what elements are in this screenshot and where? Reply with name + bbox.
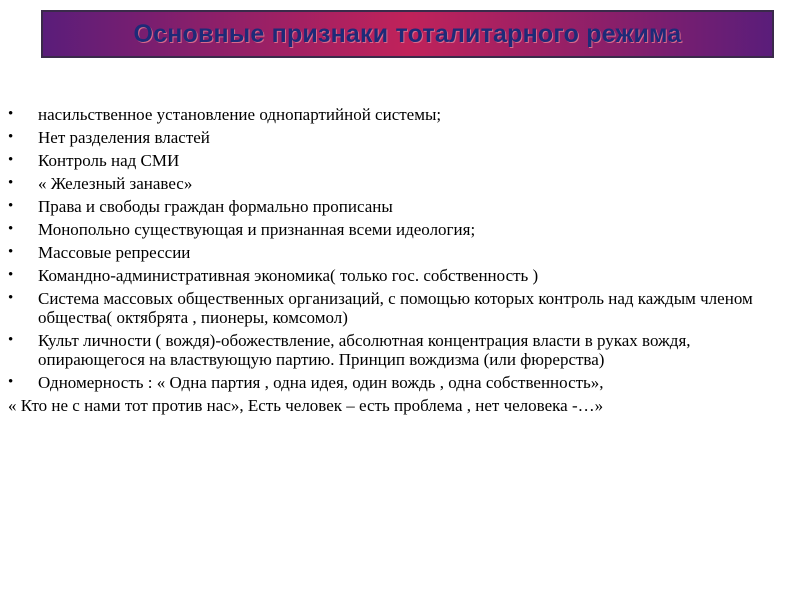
list-item <box>6 373 792 392</box>
list-item <box>6 331 792 369</box>
list-item-text: Нет разделения властей <box>38 128 210 147</box>
slide-content <box>6 105 792 415</box>
bullet-icon: • <box>8 198 14 214</box>
list-item-text: Культ личности ( вождя)-обожествление, абсолютная концентрация власти в руках вождя, опирающегося на властвующую партию. Принцип вождизма (или фюрерства) <box>38 331 691 369</box>
bullet-icon: • <box>8 152 14 168</box>
list-item-text: Система массовых общественных организаций, с помощью которых контроль над каждым членом общества( октябрята , пионеры, комсомол) <box>38 289 753 327</box>
bullet-icon: • <box>8 290 14 306</box>
list-item <box>6 289 792 327</box>
list-item-text: Права и свободы граждан формально прописаны <box>38 197 393 216</box>
list-item <box>6 128 792 147</box>
bullet-icon: • <box>8 267 14 283</box>
list-item-text: насильственное установление однопартийной системы; <box>38 105 442 124</box>
list-item <box>6 243 792 262</box>
list-item <box>6 151 792 170</box>
list-item-text: Одномерность : « Одна партия , одна идея, один вождь , одна собственность», <box>38 373 604 392</box>
list-item-text: « Железный занавес» <box>38 174 193 193</box>
bullet-icon: • <box>8 332 14 348</box>
bullet-icon: • <box>8 129 14 145</box>
list-item <box>6 220 792 239</box>
quote-line: « Кто не с нами тот против нас», Есть человек – есть проблема , нет человека -…» <box>8 396 604 415</box>
bullet-list <box>6 105 792 392</box>
list-item <box>6 197 792 216</box>
bullet-icon: • <box>8 106 14 122</box>
bullet-icon: • <box>8 244 14 260</box>
list-item-text: Командно-административная экономика( только гос. собственность ) <box>38 266 539 285</box>
list-item <box>6 266 792 285</box>
list-item <box>6 105 792 124</box>
list-item-text: Массовые репрессии <box>38 243 191 262</box>
list-item <box>6 174 792 193</box>
title-banner <box>41 10 774 58</box>
bullet-icon: • <box>8 175 14 191</box>
bullet-icon: • <box>8 374 14 390</box>
bullet-icon: • <box>8 221 14 237</box>
list-item-text: Монопольно существующая и признанная всеми идеология; <box>38 220 476 239</box>
list-item-text: Контроль над СМИ <box>38 151 180 170</box>
slide-title: Основные признаки тоталитарного режима <box>133 19 682 48</box>
